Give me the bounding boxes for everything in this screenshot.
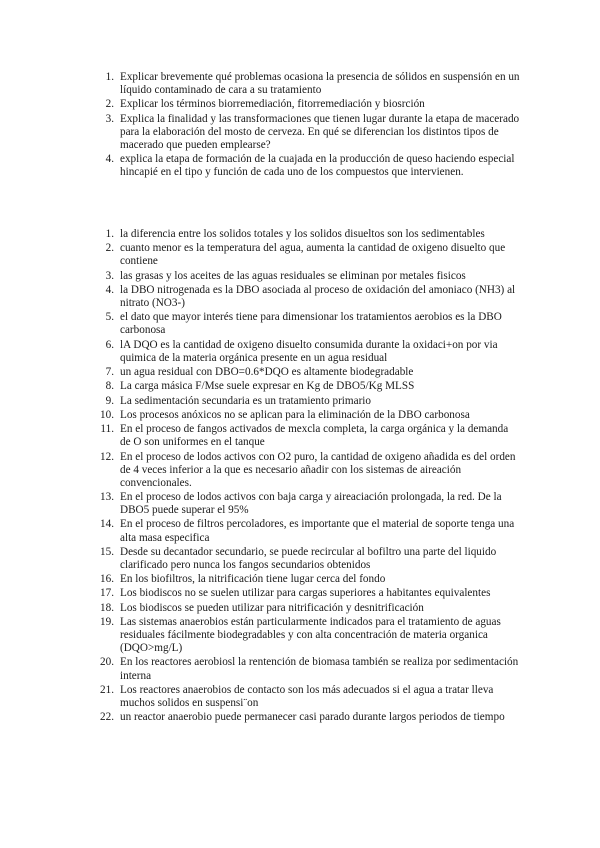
list-item: [100, 684, 520, 710]
item-text: En los biofiltros, la nitrificación tiene lugar cerca del fondo: [120, 573, 386, 586]
list-item: [100, 587, 520, 600]
list-item: [100, 242, 520, 268]
item-text: Los biodiscos no se suelen utilizar para cargas superiores a habitantes equivalentes: [120, 587, 491, 600]
list-item: [100, 270, 520, 283]
list-item: [100, 711, 520, 724]
item-text: cuanto menor es la temperatura del agua, aumenta la cantidad de oxigeno disuelto que contiene: [120, 242, 506, 268]
item-number: 17.: [100, 587, 114, 600]
item-text: un reactor anaerobio puede permanecer casi parado durante largos periodos de tiempo: [120, 711, 505, 724]
list-item: [100, 153, 520, 179]
item-text: En el proceso de lodos activos con O2 puro, la cantidad de oxigeno añadida es del orden de 4 veces inferior a la que es necesario añadir con los sistemas de aireación convencionales.: [120, 450, 516, 489]
item-number: 21.: [100, 683, 114, 696]
item-number: 10.: [100, 408, 114, 421]
list-item: [100, 602, 520, 615]
item-text: Desde su decantador secundario, se puede recircular al bofiltro una parte del liquido clarificado pero nunca los fangos secundarios obtenidos: [120, 545, 497, 571]
item-text: La carga másica F/Mse suele expresar en Kg de DBO5/Kg MLSS: [120, 380, 415, 393]
item-text: el dato que mayor interés tiene para dimensionar los tratamientos aerobios es la DBO carbonosa: [120, 311, 502, 337]
item-text: explica la etapa de formación de la cuajada en la producción de queso haciendo especial hincapié en el tipo y función de cada uno de los compuestos que intervienen.: [120, 153, 515, 179]
item-number: 2.: [105, 242, 114, 255]
list-item: [100, 366, 520, 379]
item-text: En los reactores aerobiosl la rentención de biomasa también se realiza por sedimentación interna: [120, 656, 519, 682]
list-item: [100, 573, 520, 586]
item-text: La sedimentación secundaria es un tratamiento primario: [120, 394, 372, 407]
item-number: 18.: [100, 601, 114, 614]
list-item: [100, 409, 520, 422]
list-item: [100, 656, 520, 682]
item-number: 12.: [100, 450, 114, 463]
item-number: 5.: [105, 311, 114, 324]
list-item: [100, 546, 520, 572]
list-item: [100, 423, 520, 449]
item-number: 2.: [105, 98, 114, 111]
item-number: 4.: [105, 153, 114, 166]
item-text: Los reactores anaerobios de contacto son los más adecuados si el agua a tratar lleva muchos solidos en suspensi¨on: [120, 683, 494, 709]
item-text: la DBO nitrogenada es la DBO asociada al proceso de oxidación del amoniaco (NH3) al nitrato (NO3-): [120, 283, 516, 310]
item-number: 20.: [100, 656, 114, 669]
item-text: las grasas y los aceites de las aguas residuales se eliminan por metales fisicos: [120, 269, 466, 282]
item-number: 1.: [105, 71, 114, 83]
item-text: Las sistemas anaerobios están particularmente indicados para el tratamiento de aguas residuales fácilmente biodegradables y con alta concentración de materia organica (DQO>mg/L): [120, 616, 501, 655]
questions-list: [100, 71, 520, 181]
statements-list: [100, 228, 520, 726]
list-item: [100, 71, 520, 97]
item-text: la diferencia entre los solidos totales y los solidos disueltos son los sedimentables: [120, 228, 485, 240]
item-text: En el proceso de fangos activados de mexcla completa, la carga orgánica y la demanda de O son uniformes en el tanque: [120, 423, 509, 449]
item-number: 13.: [100, 491, 114, 504]
item-text: un agua residual con DBO=0.6*DQO es altamente biodegradable: [120, 366, 414, 379]
item-number: 16.: [100, 573, 114, 586]
list-item: [100, 98, 520, 111]
list-item: [100, 518, 520, 544]
item-text: lA DQO es la cantidad de oxigeno disuelto consumida durante la oxidaci+on por via quimica de la materia orgánica presente en un agua residual: [120, 338, 498, 364]
list-item: [100, 451, 520, 490]
list-item: [100, 616, 520, 655]
item-text: En el proceso de lodos activos con baja carga y aireaciación prolongada, la red. De la DBO5 puede superar el 95%: [120, 491, 502, 517]
item-number: 19.: [100, 616, 114, 628]
item-text: Los biodiscos se pueden utilizar para nitrificación y desnitrificación: [120, 601, 424, 614]
list-item: [100, 284, 520, 310]
list-item: [100, 491, 520, 517]
item-number: 11.: [100, 423, 114, 436]
item-number: 6.: [105, 338, 114, 351]
list-item: [100, 311, 520, 337]
item-number: 15.: [100, 545, 114, 558]
item-number: 4.: [105, 283, 114, 296]
item-text: Explicar los términos biorremediación, fitorremediación y biosrción: [120, 98, 425, 111]
item-number: 7.: [105, 366, 114, 379]
item-text: Explica la finalidad y las transformaciones que tienen lugar durante la etapa de macerado para la elaboración del mosto de cerveza. En qué se diferencian los distintos tipos de macerado que pueden emplearse?: [120, 112, 520, 151]
item-number: 9.: [105, 394, 114, 407]
item-number: 3.: [105, 112, 114, 125]
list-item: [100, 113, 520, 152]
list-item: [100, 395, 520, 408]
item-number: 3.: [105, 269, 114, 282]
list-item: [100, 380, 520, 393]
item-text: Los procesos anóxicos no se aplican para la eliminación de la DBO carbonosa: [120, 408, 470, 421]
item-text: Explicar brevemente qué problemas ocasiona la presencia de sólidos en suspensión en un líquido contaminado de cara a su tratamiento: [120, 71, 520, 97]
list-item: [100, 339, 520, 365]
item-number: 1.: [105, 228, 114, 240]
item-number: 14.: [100, 518, 114, 531]
list-item: [100, 228, 520, 241]
item-number: 22.: [100, 711, 114, 724]
item-number: 8.: [105, 380, 114, 393]
item-text: En el proceso de filtros percoladores, es importante que el material de soporte tenga una alta masa especifica: [120, 518, 515, 544]
